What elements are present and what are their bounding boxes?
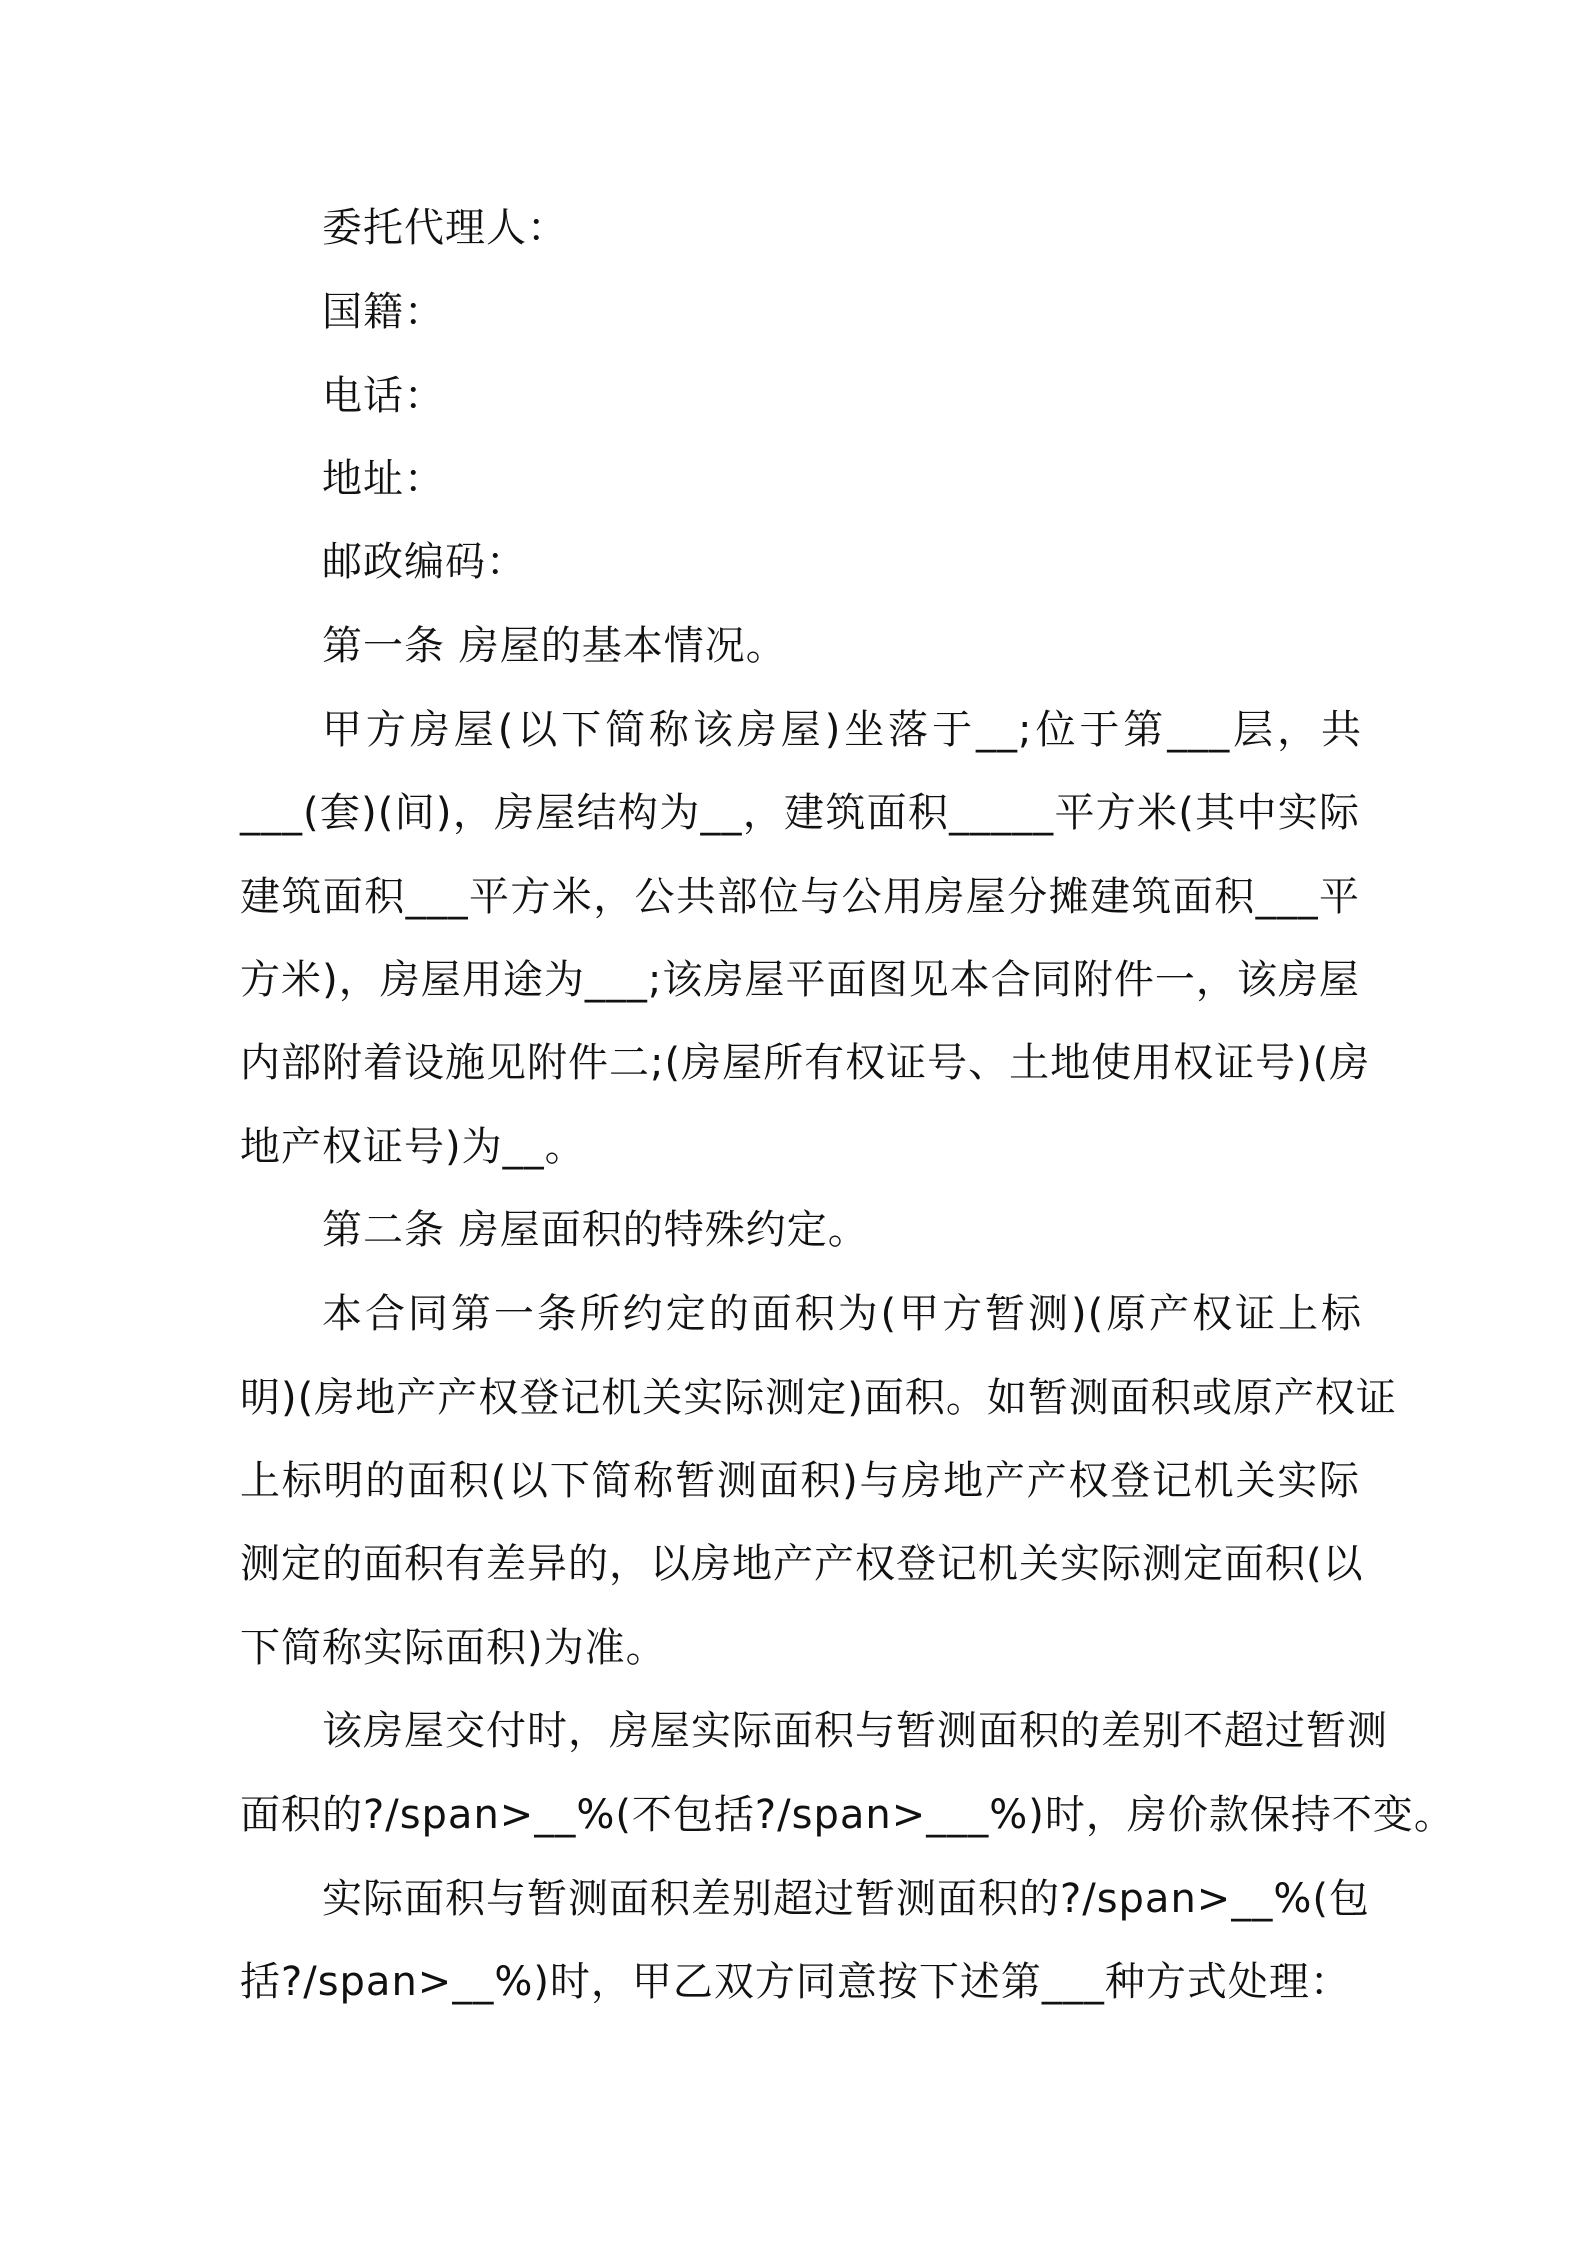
article1-heading: 第一条 房屋的基本情况。 (322, 623, 787, 669)
para3-line: 面积的?/span>__%(不包括?/span>___%)时，房价款保持不变。 (240, 1792, 1455, 1838)
article1-line: 甲方房屋(以下简称该房屋)坐落于__;位于第___层，共 (322, 707, 1362, 753)
article1-line: ___(套)(间)，房屋结构为__，建筑面积_____平方米(其中实际 (240, 790, 1360, 836)
field-phone: 电话： (322, 373, 445, 419)
article2-line: 测定的面积有差异的，以房地产产权登记机关实际测定面积(以 (240, 1541, 1364, 1587)
field-nationality: 国籍： (322, 289, 445, 335)
article2-line: 下简称实际面积)为准。 (240, 1625, 667, 1671)
field-address: 地址： (322, 456, 445, 502)
field-agent: 委托代理人： (322, 205, 568, 251)
article2-line: 本合同第一条所约定的面积为(甲方暂测)(原产权证上标 (322, 1291, 1362, 1337)
article2-line: 明)(房地产产权登记机关实际测定)面积。如暂测面积或原产权证 (240, 1375, 1397, 1421)
field-postcode: 邮政编码： (322, 539, 527, 585)
article1-line: 建筑面积___平方米，公共部位与公用房屋分摊建筑面积___平 (240, 874, 1360, 920)
para4-line: 括?/span>__%)时，甲乙双方同意按下述第___种方式处理： (240, 1959, 1351, 2005)
article1-line: 地产权证号)为__。 (240, 1124, 586, 1170)
article2-line: 上标明的面积(以下简称暂测面积)与房地产产权登记机关实际 (240, 1458, 1360, 1504)
article2-heading: 第二条 房屋面积的特殊约定。 (322, 1207, 869, 1253)
para4-line: 实际面积与暂测面积差别超过暂测面积的?/span>__%(包 (322, 1876, 1370, 1922)
article1-line: 方米)，房屋用途为___;该房屋平面图见本合同附件一，该房屋 (240, 957, 1360, 1003)
article1-line: 内部附着设施见附件二;(房屋所有权证号、土地使用权证号)(房 (240, 1040, 1371, 1086)
para3-line: 该房屋交付时，房屋实际面积与暂测面积的差别不超过暂测 (322, 1708, 1388, 1754)
